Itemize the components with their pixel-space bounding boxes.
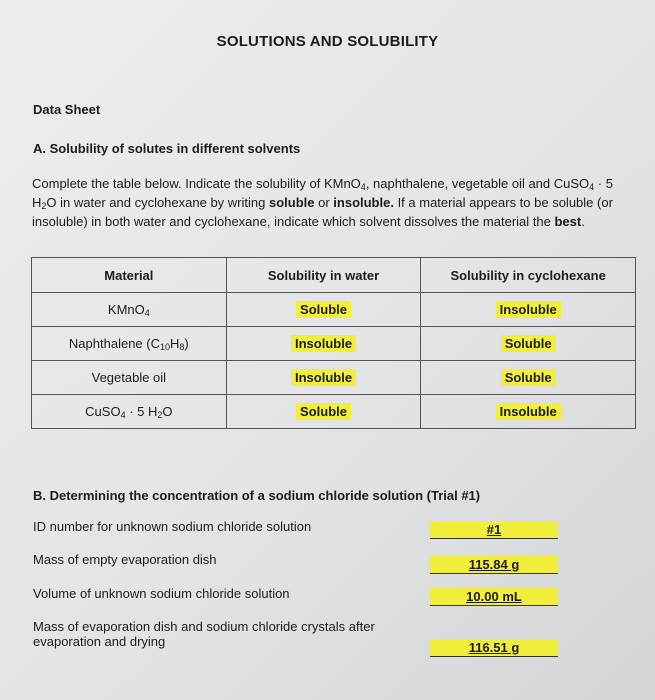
cyclohexane-cell: Soluble <box>421 327 636 361</box>
header-material: Material <box>32 258 227 293</box>
dish-crystals-mass-label: Mass of evaporation dish and sodium chloride crystals after evaporation and drying <box>33 619 375 649</box>
section-a-instructions: Complete the table below. Indicate the solubility of KMnO$_4$, naphthalene, vegetable oil and CuSO$_4$ · 5 $H_2O$ in water and cyclohexane by writing soluble or insoluble. If a material appears to be soluble (or insoluble) in both water and cyclohexane, indicate which solvent dissolves the material the best. <box>32 176 613 229</box>
table-row <box>32 361 636 395</box>
header-water: Solubility in water <box>226 258 421 293</box>
empty-dish-mass-label: Mass of empty evaporation dish <box>33 552 217 567</box>
empty-dish-mass-field: 115.84 g <box>430 556 558 574</box>
material-cell: KMnO$_4$ <box>32 293 227 327</box>
material-cell: Naphthalene $(C_{10}H_8)$ <box>32 327 227 361</box>
page-title: SOLUTIONS AND SOLUBILITY <box>216 33 439 50</box>
table-header-row <box>32 258 636 293</box>
water-cell: Insoluble <box>226 327 421 361</box>
water-cell: Insoluble <box>226 361 421 395</box>
solution-volume-label: Volume of unknown sodium chloride solution <box>33 586 290 601</box>
solution-volume-field: 10.00 mL <box>430 588 558 606</box>
dish-crystals-mass-field: 116.51 g <box>430 639 558 657</box>
table-row <box>32 327 636 361</box>
data-sheet-heading: Data Sheet <box>33 102 101 117</box>
header-cyclohexane: Solubility in cyclohexane <box>421 258 636 293</box>
material-cell: Vegetable oil <box>32 361 227 395</box>
cyclohexane-cell: Insoluble <box>421 395 636 429</box>
solubility-table <box>31 257 636 429</box>
table-row <box>32 293 636 327</box>
cyclohexane-cell: Soluble <box>421 361 636 395</box>
material-cell: CuSO$_4$ · 5 $H_2O$ <box>32 395 227 429</box>
id-number-label: ID number for unknown sodium chloride solution <box>33 519 312 534</box>
table-row <box>32 395 636 429</box>
section-b-heading: B. Determining the concentration of a sodium chloride solution (Trial #1) <box>33 488 481 503</box>
section-a-heading: A. Solubility of solutes in different solvents <box>33 141 301 156</box>
water-cell: Soluble <box>226 395 421 429</box>
cyclohexane-cell: Insoluble <box>421 293 636 327</box>
id-number-field: #1 <box>430 521 558 539</box>
water-cell: Soluble <box>226 293 421 327</box>
